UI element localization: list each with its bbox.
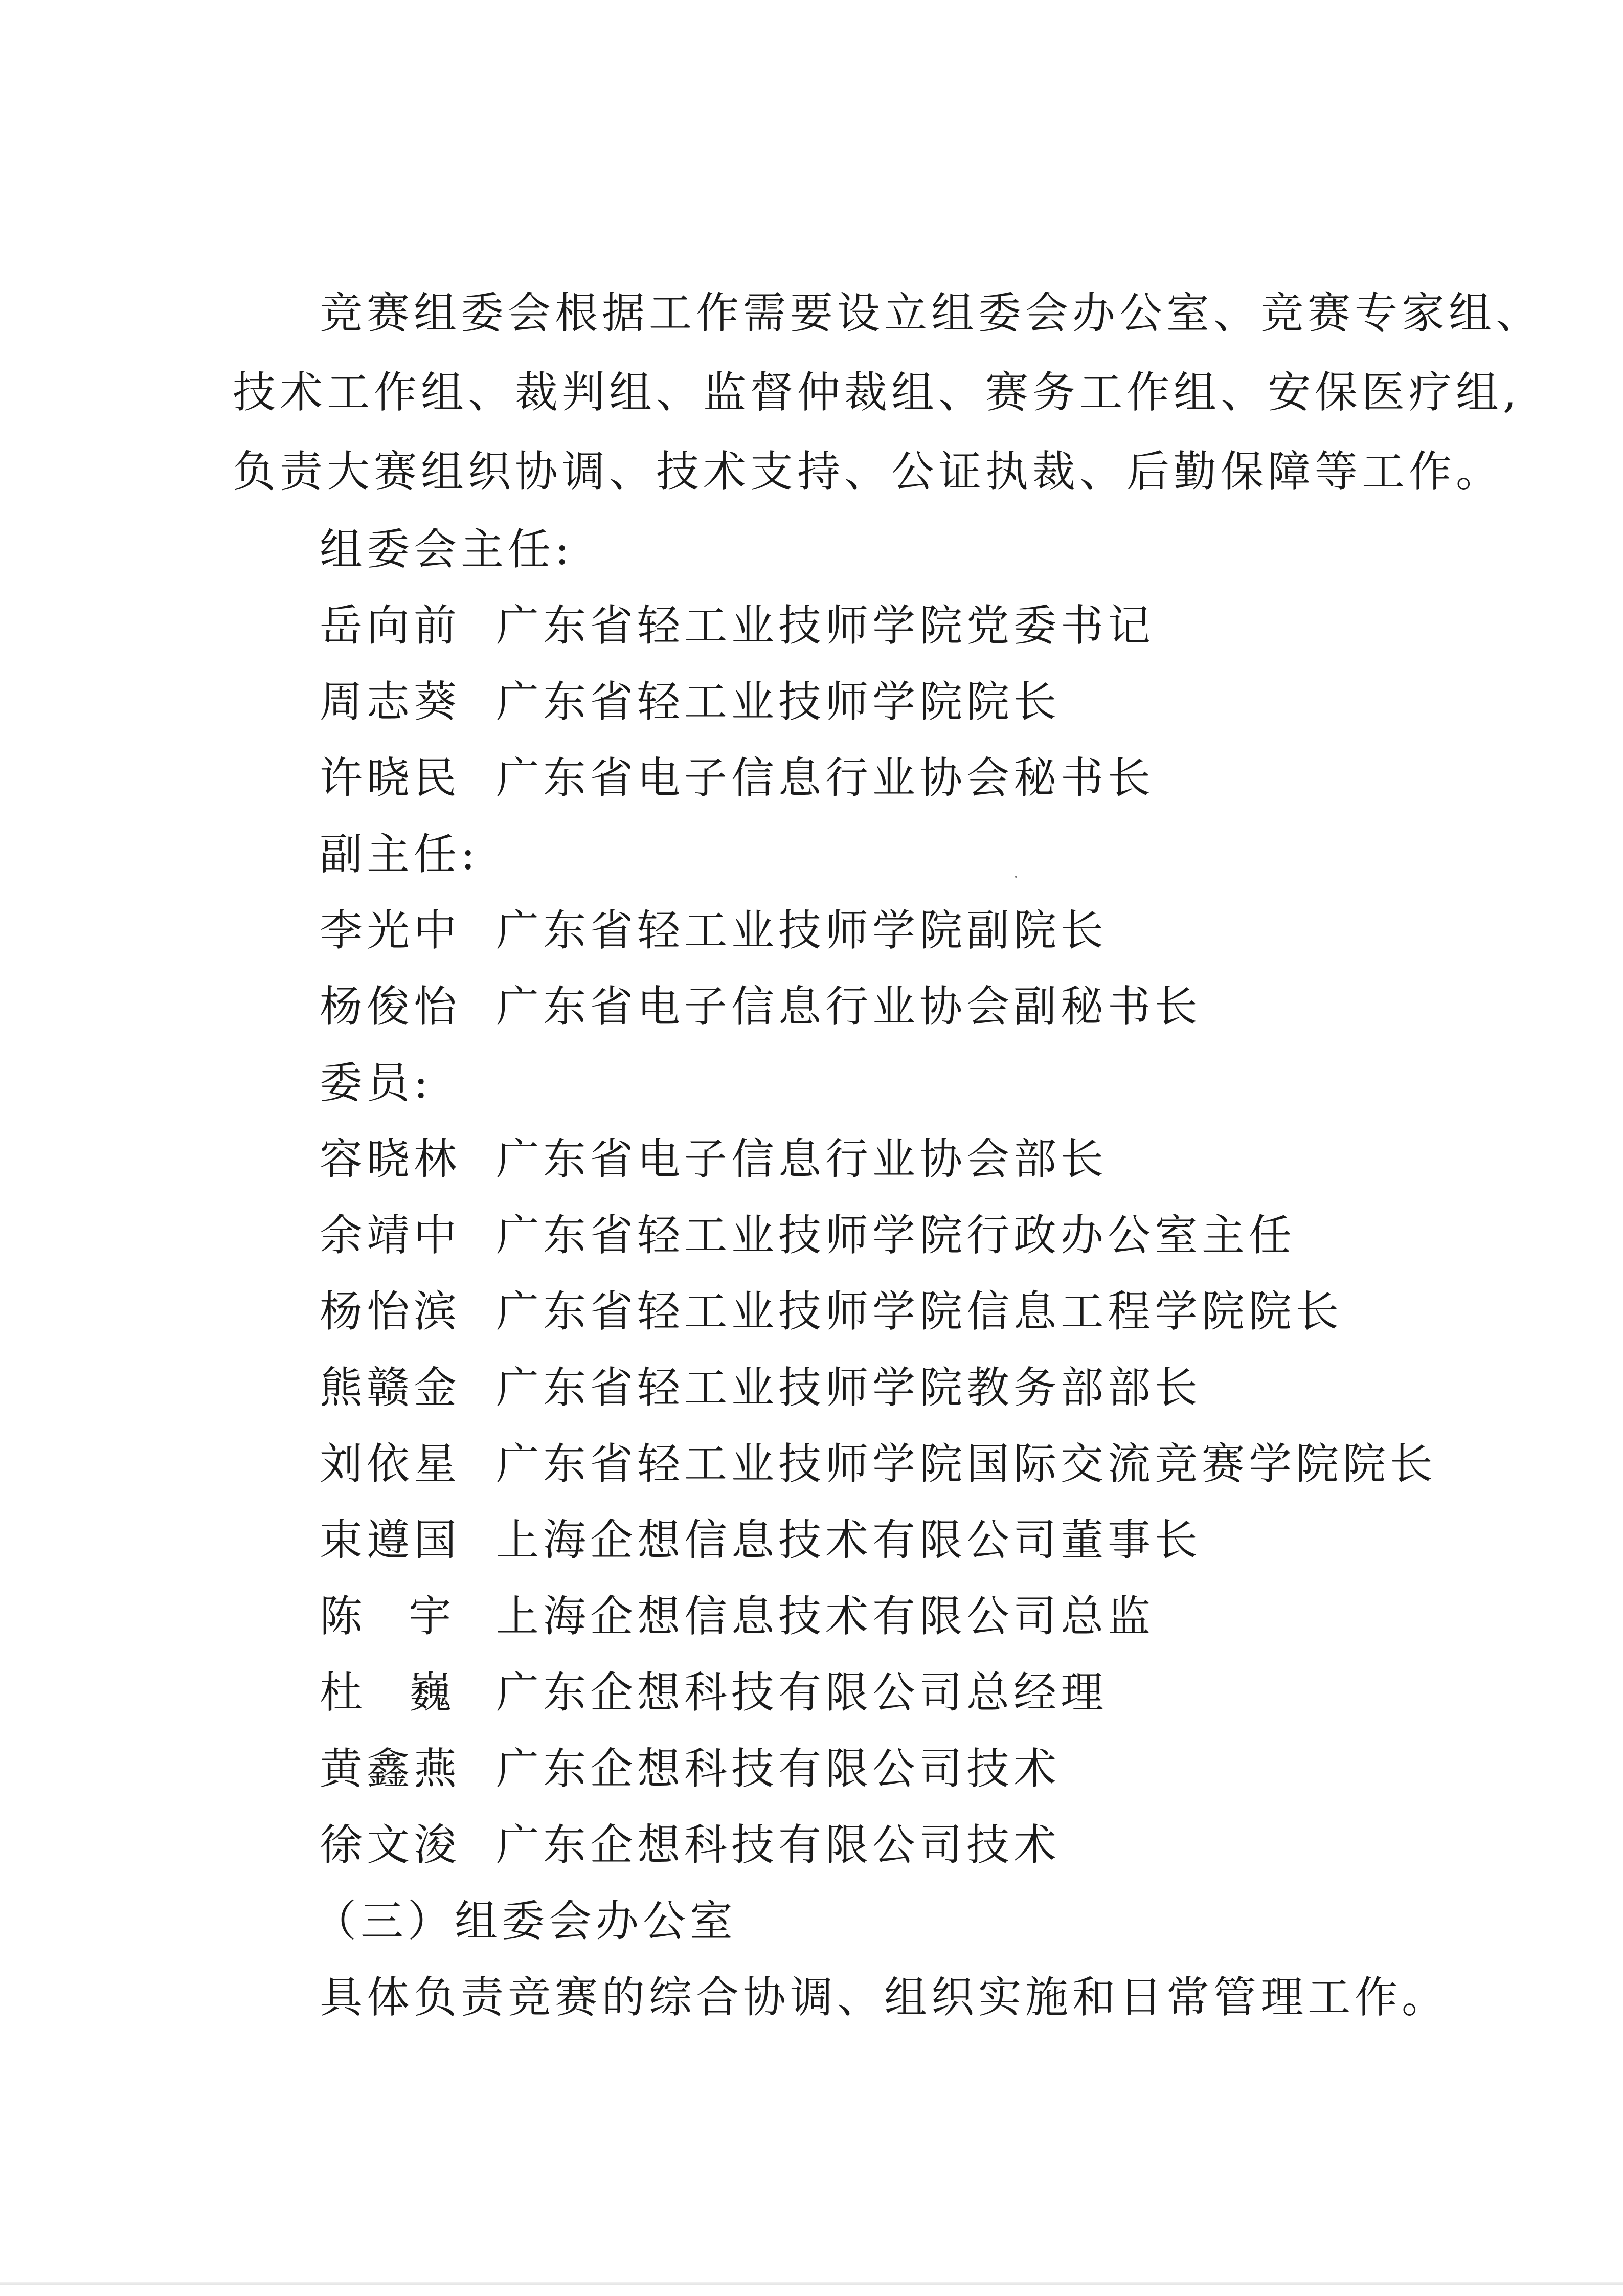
member-name: 陈宇 [320, 1591, 498, 1641]
director-heading-row [320, 511, 1496, 588]
member-row [320, 1578, 1496, 1655]
member-row [320, 1502, 1496, 1578]
member-name: 黄鑫燕 [320, 1744, 461, 1794]
committee-heading-row [320, 1045, 1496, 1121]
member-row [320, 740, 1496, 816]
member-title: 广东省电子信息行业协会副秘书长 [496, 982, 1202, 1032]
member-title: 广东省轻工业技师学院信息工程学院院长 [496, 1286, 1343, 1336]
member-title: 广东省轻工业技师学院党委书记 [496, 600, 1155, 651]
member-row [320, 1350, 1496, 1426]
member-row [320, 1121, 1496, 1197]
intro-line-3: 负责大赛组织协调、技术支持、公证执裁、后勤保障等工作。 [233, 447, 1503, 497]
member-row [320, 893, 1496, 969]
director-heading: 组委会主任: [320, 524, 574, 574]
page-bottom-edge [0, 2282, 1623, 2285]
member-row [320, 1807, 1496, 1883]
member-title: 广东省电子信息行业协会部长 [496, 1134, 1108, 1184]
member-row [320, 588, 1496, 664]
intro-line-1: 竞赛组委会根据工作需要设立组委会办公室、竞赛专家组、 [320, 288, 1543, 338]
deputy-heading-row [320, 816, 1496, 893]
member-name: 杨怡滨 [320, 1286, 461, 1336]
committee-heading: 委员: [320, 1058, 433, 1108]
deputy-heading: 副主任: [320, 829, 480, 879]
member-title: 广东企想科技有限公司技术 [496, 1744, 1061, 1794]
member-title: 广东省轻工业技师学院教务部部长 [496, 1363, 1202, 1413]
member-name: 岳向前 [320, 600, 461, 651]
member-list [313, 511, 1496, 2036]
office-text-row [320, 1959, 1496, 2036]
member-row [320, 1731, 1496, 1807]
member-name: 许晓民 [320, 753, 461, 803]
member-row [320, 969, 1496, 1045]
member-row [320, 1655, 1496, 1731]
member-title: 广东省轻工业技师学院副院长 [496, 905, 1108, 955]
member-row [320, 1274, 1496, 1350]
intro-paragraph [233, 274, 1543, 511]
member-name: 余靖中 [320, 1210, 461, 1260]
office-heading: （三）组委会办公室 [313, 1896, 737, 1946]
member-row [320, 1426, 1496, 1502]
member-name: 刘依星 [320, 1439, 461, 1489]
member-title: 上海企想信息技术有限公司董事长 [496, 1515, 1202, 1565]
member-title: 广东企想科技有限公司总经理 [496, 1667, 1108, 1718]
scan-speck [1015, 876, 1017, 878]
intro-line-2: 技术工作组、裁判组、监督仲裁组、赛务工作组、安保医疗组, [233, 367, 1521, 417]
member-name: 束遵国 [320, 1515, 461, 1565]
member-name: 熊赣金 [320, 1363, 461, 1413]
member-name: 杜巍 [320, 1667, 498, 1718]
member-title: 广东省轻工业技师学院院长 [496, 677, 1061, 727]
member-name: 杨俊怡 [320, 982, 461, 1032]
member-title: 广东企想科技有限公司技术 [496, 1820, 1061, 1870]
member-name: 李光中 [320, 905, 461, 955]
member-row [320, 664, 1496, 740]
office-heading-row [313, 1883, 1496, 1959]
office-text: 具体负责竞赛的综合协调、组织实施和日常管理工作。 [320, 1972, 1449, 2022]
member-name: 徐文浚 [320, 1820, 461, 1870]
member-title: 广东省电子信息行业协会秘书长 [496, 753, 1155, 803]
member-title: 广东省轻工业技师学院行政办公室主任 [496, 1210, 1296, 1260]
member-title: 广东省轻工业技师学院国际交流竞赛学院院长 [496, 1439, 1437, 1489]
member-name: 周志葵 [320, 677, 461, 727]
member-title: 上海企想信息技术有限公司总监 [496, 1591, 1155, 1641]
member-row [320, 1197, 1496, 1274]
member-name: 容晓林 [320, 1134, 461, 1184]
